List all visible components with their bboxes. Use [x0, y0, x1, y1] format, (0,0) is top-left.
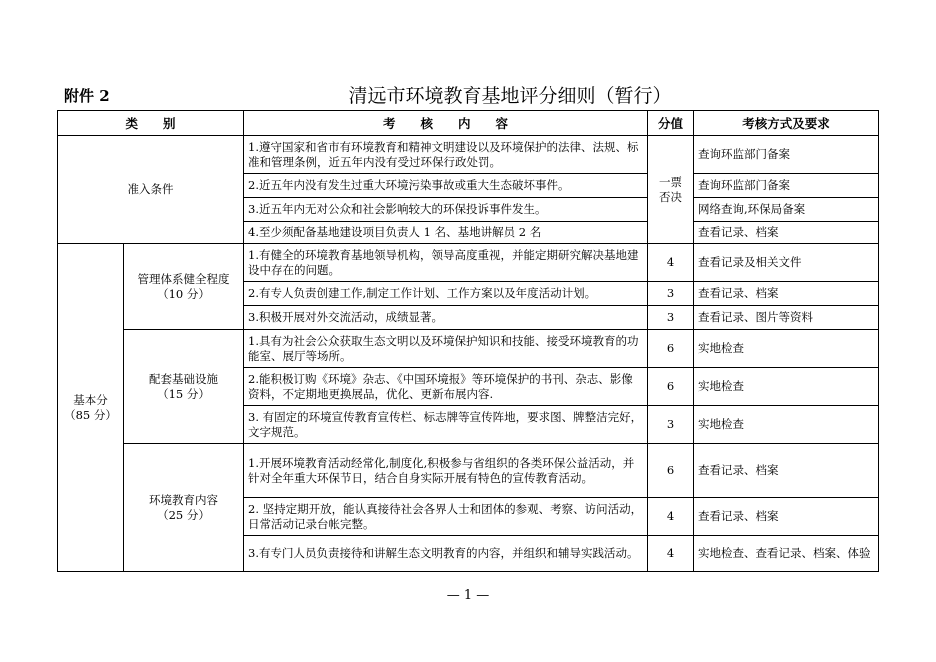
header-method: 考核方式及要求	[694, 111, 879, 136]
education-method-2: 查看记录、档案	[694, 498, 879, 536]
management-method-2: 查看记录、档案	[694, 282, 879, 306]
education-content-2: 2. 坚持定期开放，能认真接待社会各界人士和团体的参观、考察、访问活动，日常活动记录台帐完整。	[244, 498, 648, 536]
entry-method-4: 查看记录、档案	[694, 222, 879, 244]
attachment-label: 附件 2	[64, 87, 110, 105]
page-number: — 1 —	[446, 588, 490, 603]
group-infrastructure-name: 配套基础设施	[149, 371, 218, 386]
basic-category-score: （85 分）	[64, 407, 117, 422]
management-method-3: 查看记录、图片等资料	[694, 306, 879, 330]
entry-method-2: 查询环监部门备案	[694, 174, 879, 198]
scoring-table	[57, 110, 879, 572]
entry-content-3: 3.近五年内无对公众和社会影响较大的环保投诉事件发生。	[244, 198, 648, 222]
group-infrastructure	[124, 330, 244, 444]
infrastructure-content-3: 3. 有固定的环境宣传教育宣传栏、标志牌等宣传阵地，要求图、牌整洁完好，文字规范。	[244, 406, 648, 444]
group-infrastructure-points: （15 分）	[157, 386, 210, 401]
management-score-1: 4	[648, 244, 694, 282]
entry-category: 准入条件	[58, 136, 244, 244]
header-content: 考 核 内 容	[244, 111, 648, 136]
header-category: 类 别	[58, 111, 244, 136]
table-row	[58, 244, 879, 282]
education-content-1: 1.开展环境教育活动经常化,制度化,积极参与省组织的各类环保公益活动，并针对全年重大环保节日，结合自身实际开展有特色的宣传教育活动。	[244, 444, 648, 498]
infrastructure-method-2: 实地检查	[694, 368, 879, 406]
education-score-3: 4	[648, 536, 694, 572]
infrastructure-score-3: 3	[648, 406, 694, 444]
entry-method-1: 查询环监部门备案	[694, 136, 879, 174]
entry-content-2: 2.近五年内没有发生过重大环境污染事故或重大生态破坏事件。	[244, 174, 648, 198]
management-method-1: 查看记录及相关文件	[694, 244, 879, 282]
table-header-row	[58, 111, 879, 136]
infrastructure-method-3: 实地检查	[694, 406, 879, 444]
education-method-1: 查看记录、档案	[694, 444, 879, 498]
table-row	[58, 136, 879, 174]
education-score-2: 4	[648, 498, 694, 536]
table-row	[58, 444, 879, 498]
management-content-2: 2.有专人负责创建工作,制定工作计划、工作方案以及年度活动计划。	[244, 282, 648, 306]
entry-score: 一票否决	[648, 136, 694, 244]
group-management	[124, 244, 244, 330]
management-score-3: 3	[648, 306, 694, 330]
group-management-name: 管理体系健全程度	[137, 271, 230, 286]
infrastructure-score-2: 6	[648, 368, 694, 406]
education-content-3: 3.有专门人员负责接待和讲解生态文明教育的内容，并组织和辅导实践活动。	[244, 536, 648, 572]
group-management-points: （10 分）	[157, 286, 210, 301]
education-score-1: 6	[648, 444, 694, 498]
group-education-points: （25 分）	[157, 507, 210, 522]
management-content-1: 1.有健全的环境教育基地领导机构，领导高度重视，并能定期研究解决基地建设中存在的问题。	[244, 244, 648, 282]
group-education	[124, 444, 244, 572]
entry-content-1: 1.遵守国家和省市有环境教育和精神文明建设以及环境保护的法律、法规、标准和管理条例，近五年内没有受过环保行政处罚。	[244, 136, 648, 174]
entry-content-4: 4.至少须配备基地建设项目负责人 1 名、基地讲解员 2 名	[244, 222, 648, 244]
management-score-2: 3	[648, 282, 694, 306]
page-title: 清远市环境教育基地评分细则（暂行）	[348, 85, 672, 107]
entry-method-3: 网络查询,环保局备案	[694, 198, 879, 222]
infrastructure-content-1: 1.具有为社会公众获取生态文明以及环境保护知识和技能、接受环境教育的功能室、展厅等场所。	[244, 330, 648, 368]
infrastructure-score-1: 6	[648, 330, 694, 368]
basic-category-label: 基本分	[73, 392, 108, 407]
table-row	[58, 330, 879, 368]
education-method-3: 实地检查、查看记录、档案、体验	[694, 536, 879, 572]
basic-category	[58, 244, 124, 572]
group-education-name: 环境教育内容	[149, 492, 218, 507]
management-content-3: 3.积极开展对外交流活动，成绩显著。	[244, 306, 648, 330]
infrastructure-content-2: 2.能积极订购《环境》杂志、《中国环境报》等环境保护的书刊、杂志、影像资料，不定期地更换展品，优化、更新布展内容.	[244, 368, 648, 406]
header-score: 分值	[648, 111, 694, 136]
infrastructure-method-1: 实地检查	[694, 330, 879, 368]
